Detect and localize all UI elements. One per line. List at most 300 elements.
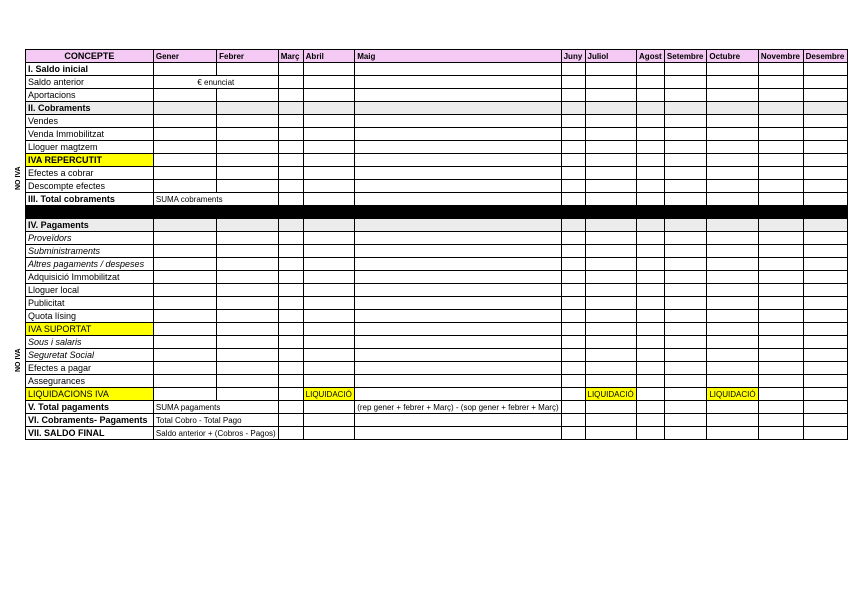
table-cell[interactable] <box>355 167 561 180</box>
table-cell[interactable] <box>355 128 561 141</box>
table-cell[interactable] <box>664 89 706 102</box>
table-cell[interactable] <box>278 115 303 128</box>
table-cell[interactable] <box>217 310 279 323</box>
table-cell[interactable] <box>153 258 216 271</box>
table-cell[interactable] <box>637 427 665 440</box>
table-cell[interactable] <box>664 154 706 167</box>
table-cell[interactable] <box>217 297 279 310</box>
table-cell[interactable] <box>561 310 585 323</box>
table-cell[interactable] <box>707 336 759 349</box>
table-cell[interactable] <box>355 180 561 193</box>
table-cell[interactable] <box>707 167 759 180</box>
table-cell[interactable] <box>664 258 706 271</box>
table-cell[interactable] <box>585 349 637 362</box>
table-cell[interactable] <box>303 154 355 167</box>
table-cell[interactable] <box>664 349 706 362</box>
table-cell[interactable] <box>707 115 759 128</box>
table-cell[interactable] <box>758 193 803 206</box>
table-cell[interactable] <box>803 115 847 128</box>
table-cell[interactable] <box>637 89 665 102</box>
table-cell[interactable] <box>758 414 803 427</box>
table-cell[interactable] <box>561 128 585 141</box>
table-cell[interactable] <box>355 63 561 76</box>
table-cell[interactable] <box>758 232 803 245</box>
table-cell[interactable] <box>758 375 803 388</box>
table-cell[interactable] <box>803 336 847 349</box>
table-cell[interactable] <box>664 76 706 89</box>
table-cell[interactable] <box>803 297 847 310</box>
table-cell[interactable] <box>664 414 706 427</box>
table-cell[interactable] <box>707 427 759 440</box>
table-cell[interactable] <box>561 388 585 401</box>
liquidacio-cell[interactable]: LIQUIDACIÓ <box>707 388 759 401</box>
table-cell[interactable] <box>303 375 355 388</box>
table-cell[interactable] <box>303 349 355 362</box>
table-cell[interactable] <box>153 349 216 362</box>
table-cell[interactable] <box>707 180 759 193</box>
table-cell[interactable] <box>355 310 561 323</box>
table-cell[interactable] <box>664 310 706 323</box>
table-cell[interactable] <box>707 271 759 284</box>
table-cell[interactable] <box>707 141 759 154</box>
table-cell[interactable] <box>803 245 847 258</box>
table-cell[interactable] <box>803 167 847 180</box>
table-cell[interactable] <box>153 154 216 167</box>
table-cell[interactable] <box>585 115 637 128</box>
table-cell[interactable] <box>217 180 279 193</box>
table-cell[interactable] <box>664 284 706 297</box>
table-cell[interactable] <box>217 323 279 336</box>
table-cell[interactable] <box>707 323 759 336</box>
table-cell[interactable] <box>355 271 561 284</box>
table-cell[interactable] <box>585 414 637 427</box>
table-cell[interactable] <box>303 362 355 375</box>
table-cell[interactable] <box>585 375 637 388</box>
note-cell[interactable]: Saldo anterior + (Cobros - Pagos) <box>153 427 278 440</box>
table-cell[interactable] <box>278 219 303 232</box>
table-cell[interactable] <box>217 63 279 76</box>
table-cell[interactable] <box>585 427 637 440</box>
table-cell[interactable] <box>217 284 279 297</box>
table-cell[interactable] <box>303 89 355 102</box>
table-cell[interactable] <box>355 219 561 232</box>
table-cell[interactable] <box>803 128 847 141</box>
table-cell[interactable] <box>664 388 706 401</box>
table-cell[interactable] <box>637 375 665 388</box>
table-cell[interactable] <box>664 141 706 154</box>
table-cell[interactable] <box>355 102 561 115</box>
table-cell[interactable] <box>278 154 303 167</box>
table-cell[interactable] <box>561 258 585 271</box>
liquidacio-cell[interactable]: LIQUIDACIÓ <box>585 388 637 401</box>
table-cell[interactable] <box>637 401 665 414</box>
table-cell[interactable] <box>153 180 216 193</box>
table-cell[interactable] <box>758 362 803 375</box>
table-cell[interactable] <box>153 102 216 115</box>
table-cell[interactable] <box>217 219 279 232</box>
table-cell[interactable] <box>707 245 759 258</box>
table-cell[interactable] <box>585 219 637 232</box>
table-cell[interactable] <box>278 414 303 427</box>
table-cell[interactable] <box>803 89 847 102</box>
table-cell[interactable] <box>561 427 585 440</box>
table-cell[interactable] <box>278 167 303 180</box>
table-cell[interactable] <box>803 193 847 206</box>
table-cell[interactable] <box>758 89 803 102</box>
table-cell[interactable] <box>303 115 355 128</box>
table-cell[interactable] <box>303 323 355 336</box>
table-cell[interactable] <box>707 63 759 76</box>
table-cell[interactable] <box>153 89 216 102</box>
table-cell[interactable] <box>217 89 279 102</box>
table-cell[interactable] <box>278 193 303 206</box>
table-cell[interactable] <box>561 115 585 128</box>
table-cell[interactable] <box>664 232 706 245</box>
table-cell[interactable] <box>355 245 561 258</box>
table-cell[interactable] <box>561 141 585 154</box>
table-cell[interactable] <box>585 102 637 115</box>
table-cell[interactable] <box>637 245 665 258</box>
table-cell[interactable] <box>278 284 303 297</box>
table-cell[interactable] <box>585 310 637 323</box>
table-cell[interactable] <box>561 245 585 258</box>
table-cell[interactable] <box>585 245 637 258</box>
table-cell[interactable] <box>217 336 279 349</box>
table-cell[interactable] <box>153 336 216 349</box>
table-cell[interactable] <box>803 76 847 89</box>
table-cell[interactable] <box>664 193 706 206</box>
table-cell[interactable] <box>355 297 561 310</box>
table-cell[interactable] <box>278 336 303 349</box>
table-cell[interactable] <box>278 427 303 440</box>
table-cell[interactable] <box>664 102 706 115</box>
table-cell[interactable] <box>637 63 665 76</box>
table-cell[interactable] <box>217 258 279 271</box>
table-cell[interactable] <box>561 401 585 414</box>
table-cell[interactable] <box>758 336 803 349</box>
table-cell[interactable] <box>278 388 303 401</box>
table-cell[interactable] <box>585 362 637 375</box>
table-cell[interactable] <box>303 141 355 154</box>
table-cell[interactable] <box>758 323 803 336</box>
table-cell[interactable] <box>153 362 216 375</box>
table-cell[interactable] <box>637 297 665 310</box>
table-cell[interactable] <box>217 128 279 141</box>
table-cell[interactable] <box>355 388 561 401</box>
table-cell[interactable] <box>303 232 355 245</box>
table-cell[interactable] <box>664 336 706 349</box>
table-cell[interactable] <box>278 323 303 336</box>
table-cell[interactable] <box>561 63 585 76</box>
table-cell[interactable] <box>585 63 637 76</box>
table-cell[interactable] <box>758 76 803 89</box>
table-cell[interactable] <box>355 89 561 102</box>
table-cell[interactable] <box>278 401 303 414</box>
table-cell[interactable] <box>217 388 279 401</box>
table-cell[interactable] <box>278 102 303 115</box>
table-cell[interactable] <box>303 167 355 180</box>
table-cell[interactable] <box>637 167 665 180</box>
table-cell[interactable] <box>153 167 216 180</box>
table-cell[interactable] <box>303 76 355 89</box>
table-cell[interactable] <box>664 180 706 193</box>
table-cell[interactable] <box>637 193 665 206</box>
table-cell[interactable] <box>803 271 847 284</box>
table-cell[interactable] <box>803 232 847 245</box>
table-cell[interactable] <box>803 180 847 193</box>
table-cell[interactable] <box>758 141 803 154</box>
table-cell[interactable] <box>758 271 803 284</box>
table-cell[interactable] <box>803 388 847 401</box>
table-cell[interactable] <box>153 128 216 141</box>
table-cell[interactable] <box>803 323 847 336</box>
table-cell[interactable] <box>585 141 637 154</box>
table-cell[interactable] <box>803 284 847 297</box>
table-cell[interactable] <box>303 336 355 349</box>
table-cell[interactable] <box>707 362 759 375</box>
table-cell[interactable] <box>803 362 847 375</box>
table-cell[interactable] <box>707 232 759 245</box>
table-cell[interactable] <box>707 89 759 102</box>
table-cell[interactable] <box>664 323 706 336</box>
table-cell[interactable] <box>637 258 665 271</box>
table-cell[interactable] <box>153 323 216 336</box>
table-cell[interactable] <box>153 245 216 258</box>
table-cell[interactable] <box>561 349 585 362</box>
note-cell[interactable]: Total Cobro - Total Pago <box>153 414 278 427</box>
table-cell[interactable] <box>153 141 216 154</box>
table-cell[interactable] <box>637 414 665 427</box>
table-cell[interactable] <box>153 297 216 310</box>
table-cell[interactable] <box>561 375 585 388</box>
table-cell[interactable] <box>664 63 706 76</box>
table-cell[interactable] <box>803 141 847 154</box>
table-cell[interactable] <box>355 76 561 89</box>
table-cell[interactable] <box>217 375 279 388</box>
table-cell[interactable] <box>153 310 216 323</box>
table-cell[interactable] <box>758 219 803 232</box>
table-cell[interactable] <box>664 375 706 388</box>
table-cell[interactable] <box>758 245 803 258</box>
table-cell[interactable] <box>303 219 355 232</box>
note-cell[interactable]: SUMA pagaments <box>153 401 278 414</box>
table-cell[interactable] <box>637 141 665 154</box>
table-cell[interactable] <box>278 297 303 310</box>
table-cell[interactable] <box>803 63 847 76</box>
table-cell[interactable] <box>637 310 665 323</box>
table-cell[interactable] <box>278 375 303 388</box>
table-cell[interactable] <box>585 180 637 193</box>
table-cell[interactable] <box>303 63 355 76</box>
table-cell[interactable] <box>707 128 759 141</box>
table-cell[interactable] <box>153 115 216 128</box>
table-cell[interactable] <box>637 102 665 115</box>
table-cell[interactable] <box>707 219 759 232</box>
table-cell[interactable] <box>561 362 585 375</box>
table-cell[interactable] <box>803 258 847 271</box>
table-cell[interactable] <box>561 219 585 232</box>
table-cell[interactable] <box>153 219 216 232</box>
table-cell[interactable] <box>153 232 216 245</box>
table-cell[interactable] <box>803 375 847 388</box>
table-cell[interactable] <box>355 414 561 427</box>
table-cell[interactable] <box>758 297 803 310</box>
table-cell[interactable] <box>217 154 279 167</box>
table-cell[interactable] <box>585 271 637 284</box>
table-cell[interactable] <box>217 349 279 362</box>
liquidacio-cell[interactable]: LIQUIDACIÓ <box>303 388 355 401</box>
table-cell[interactable] <box>355 258 561 271</box>
table-cell[interactable] <box>707 193 759 206</box>
table-cell[interactable] <box>707 284 759 297</box>
table-cell[interactable] <box>585 297 637 310</box>
table-cell[interactable] <box>637 180 665 193</box>
table-cell[interactable] <box>303 401 355 414</box>
table-cell[interactable] <box>803 349 847 362</box>
table-cell[interactable] <box>355 375 561 388</box>
table-cell[interactable] <box>758 388 803 401</box>
table-cell[interactable] <box>758 401 803 414</box>
table-cell[interactable] <box>585 258 637 271</box>
table-cell[interactable] <box>561 336 585 349</box>
table-cell[interactable] <box>561 76 585 89</box>
table-cell[interactable] <box>637 323 665 336</box>
table-cell[interactable] <box>303 245 355 258</box>
table-cell[interactable] <box>303 297 355 310</box>
table-cell[interactable] <box>355 427 561 440</box>
table-cell[interactable] <box>278 141 303 154</box>
note-cell[interactable]: SUMA cobraments <box>153 193 278 206</box>
table-cell[interactable] <box>803 310 847 323</box>
table-cell[interactable] <box>561 297 585 310</box>
table-cell[interactable] <box>664 219 706 232</box>
table-cell[interactable] <box>803 427 847 440</box>
table-cell[interactable] <box>355 141 561 154</box>
table-cell[interactable] <box>278 362 303 375</box>
table-cell[interactable] <box>664 115 706 128</box>
table-cell[interactable] <box>217 102 279 115</box>
table-cell[interactable] <box>664 362 706 375</box>
table-cell[interactable] <box>758 349 803 362</box>
table-cell[interactable] <box>217 141 279 154</box>
table-cell[interactable] <box>585 76 637 89</box>
table-cell[interactable] <box>355 284 561 297</box>
table-cell[interactable] <box>303 271 355 284</box>
table-cell[interactable] <box>278 232 303 245</box>
table-cell[interactable] <box>355 154 561 167</box>
table-cell[interactable] <box>803 102 847 115</box>
table-cell[interactable] <box>561 271 585 284</box>
table-cell[interactable] <box>561 102 585 115</box>
table-cell[interactable] <box>637 128 665 141</box>
table-cell[interactable] <box>278 63 303 76</box>
table-cell[interactable] <box>561 167 585 180</box>
table-cell[interactable] <box>303 414 355 427</box>
table-cell[interactable] <box>803 154 847 167</box>
table-cell[interactable] <box>585 154 637 167</box>
table-cell[interactable] <box>355 115 561 128</box>
table-cell[interactable] <box>355 323 561 336</box>
table-cell[interactable] <box>803 401 847 414</box>
table-cell[interactable] <box>278 349 303 362</box>
table-cell[interactable] <box>585 336 637 349</box>
table-cell[interactable] <box>664 427 706 440</box>
table-cell[interactable] <box>278 245 303 258</box>
table-cell[interactable] <box>153 388 216 401</box>
table-cell[interactable] <box>664 401 706 414</box>
table-cell[interactable] <box>303 310 355 323</box>
table-cell[interactable] <box>585 167 637 180</box>
table-cell[interactable] <box>707 154 759 167</box>
table-cell[interactable] <box>303 180 355 193</box>
table-cell[interactable] <box>355 336 561 349</box>
table-cell[interactable] <box>707 297 759 310</box>
table-cell[interactable] <box>355 362 561 375</box>
table-cell[interactable] <box>637 388 665 401</box>
table-cell[interactable] <box>637 284 665 297</box>
table-cell[interactable] <box>585 401 637 414</box>
table-cell[interactable] <box>561 284 585 297</box>
table-cell[interactable] <box>707 375 759 388</box>
table-cell[interactable] <box>707 349 759 362</box>
table-cell[interactable] <box>637 154 665 167</box>
table-cell[interactable] <box>637 336 665 349</box>
table-cell[interactable] <box>303 128 355 141</box>
table-cell[interactable] <box>637 232 665 245</box>
table-cell[interactable] <box>303 102 355 115</box>
table-cell[interactable] <box>561 154 585 167</box>
table-cell[interactable] <box>664 128 706 141</box>
table-cell[interactable] <box>637 76 665 89</box>
table-cell[interactable] <box>637 219 665 232</box>
table-cell[interactable] <box>355 193 561 206</box>
table-cell[interactable] <box>758 310 803 323</box>
table-cell[interactable] <box>278 271 303 284</box>
table-cell[interactable] <box>758 167 803 180</box>
table-cell[interactable] <box>585 89 637 102</box>
table-cell[interactable] <box>217 167 279 180</box>
table-cell[interactable] <box>664 297 706 310</box>
table-cell[interactable] <box>153 375 216 388</box>
table-cell[interactable] <box>303 284 355 297</box>
table-cell[interactable] <box>637 271 665 284</box>
table-cell[interactable] <box>637 115 665 128</box>
table-cell[interactable] <box>707 258 759 271</box>
table-cell[interactable] <box>217 115 279 128</box>
table-cell[interactable] <box>355 349 561 362</box>
table-cell[interactable] <box>217 271 279 284</box>
table-cell[interactable] <box>664 271 706 284</box>
table-cell[interactable] <box>303 193 355 206</box>
table-cell[interactable] <box>278 128 303 141</box>
table-cell[interactable] <box>707 414 759 427</box>
table-cell[interactable] <box>585 193 637 206</box>
table-cell[interactable] <box>758 427 803 440</box>
table-cell[interactable] <box>278 89 303 102</box>
table-cell[interactable] <box>637 349 665 362</box>
table-cell[interactable] <box>758 102 803 115</box>
table-cell[interactable] <box>758 128 803 141</box>
table-cell[interactable] <box>707 102 759 115</box>
table-cell[interactable] <box>561 414 585 427</box>
table-cell[interactable] <box>585 323 637 336</box>
table-cell[interactable] <box>561 323 585 336</box>
note-cell[interactable]: € enunciat <box>153 76 278 89</box>
table-cell[interactable] <box>803 219 847 232</box>
table-cell[interactable] <box>153 284 216 297</box>
table-cell[interactable] <box>758 180 803 193</box>
table-cell[interactable] <box>707 401 759 414</box>
